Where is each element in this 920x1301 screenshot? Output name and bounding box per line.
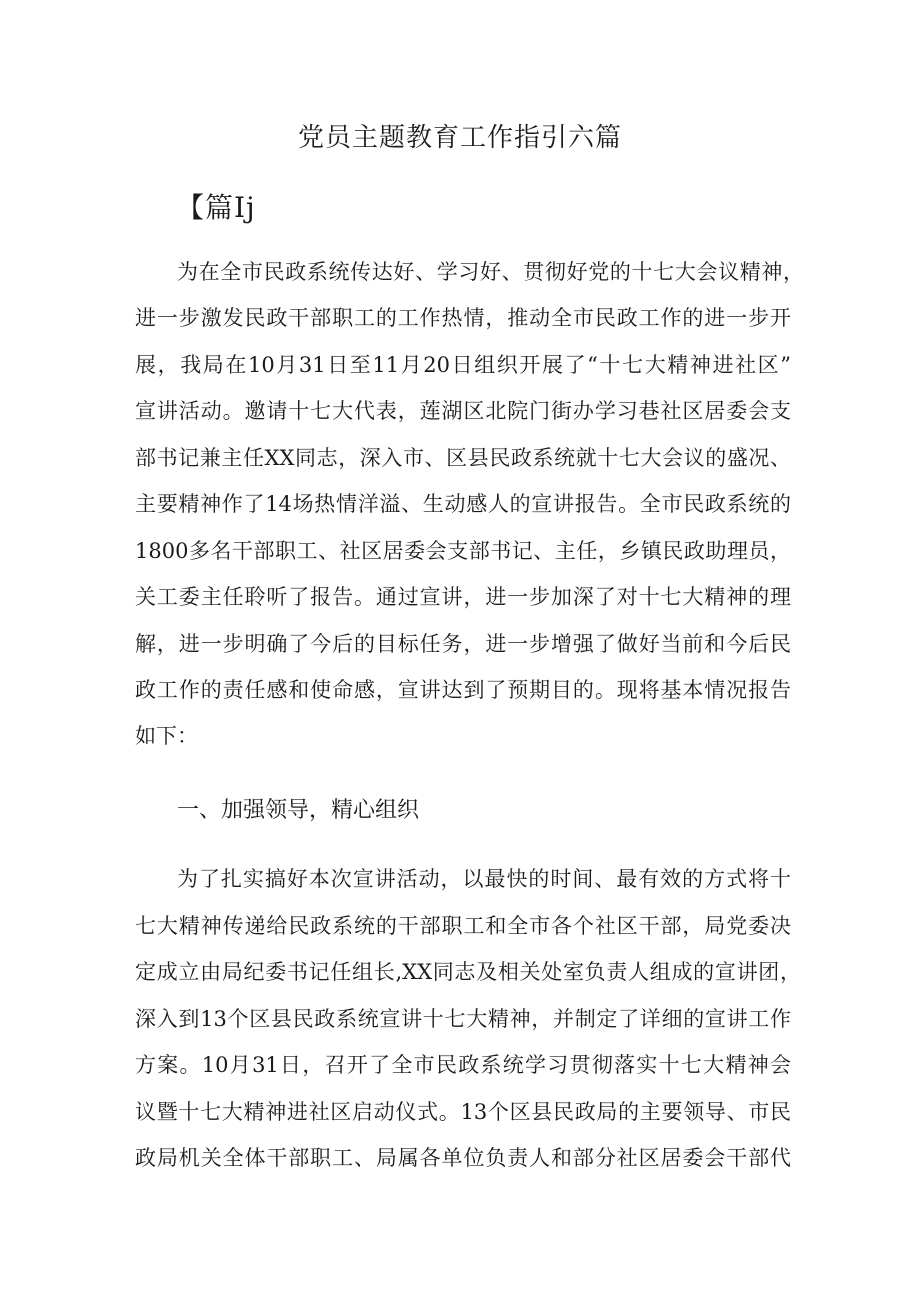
body-line: 主要精神作了14场热情洋溢、生动感人的宣讲报告。全市民政系统的: [135, 492, 791, 516]
body-line: 政工作的责任感和使命感，宣讲达到了预期目的。现将基本情况报告: [135, 678, 791, 702]
body-line: 展，我局在10月31日至11月20日组织开展了“十七大精神进社区”: [135, 353, 791, 377]
body-line: 为了扎实搞好本次宣讲活动，以最快的时间、最有效的方式将十: [177, 867, 791, 891]
body-line: 部书记兼主任XX同志，深入市、区县民政系统就十七大会议的盛况、: [135, 446, 791, 470]
body-line: 进一步激发民政干部职工的工作热情，推动全市民政工作的进一步开: [135, 306, 791, 330]
body-line: 政局机关全体干部职工、局属各单位负责人和部分社区居委会干部代: [135, 1146, 791, 1170]
body-line: 解，进一步明确了今后的目标任务，进一步增强了做好当前和今后民: [135, 632, 791, 656]
body-line: 关工委主任聆听了报告。通过宣讲，进一步加深了对十七大精神的理: [135, 585, 791, 609]
body-line: 1800多名干部职工、社区居委会支部书记、主任，乡镇民政助理员，: [135, 539, 791, 563]
body-line: 深入到13个区县民政系统宣讲十七大精神，并制定了详细的宣讲工作: [135, 1007, 791, 1031]
body-line: 议暨十七大精神进社区启动仪式。13个区县民政局的主要领导、市民: [135, 1100, 791, 1124]
section-label: 【篇Ij: [176, 191, 256, 224]
body-line: 宣讲活动。邀请十七大代表，莲湖区北院门街办学习巷社区居委会支: [135, 399, 791, 423]
document-title: 党员主题教育工作指引六篇: [297, 123, 622, 153]
body-line: 方案。10月31日，召开了全市民政系统学习贯彻落实十七大精神会: [135, 1053, 791, 1077]
body-line: 七大精神传递给民政系统的干部职工和全市各个社区干部，局党委决: [135, 914, 791, 938]
body-line: 定成立由局纪委书记任组长,XX同志及相关处室负责人组成的宣讲团，: [135, 960, 801, 984]
section-heading: 一、加强领导，精心组织: [177, 798, 420, 823]
body-line: 如下：: [135, 724, 198, 748]
body-line: 为在全市民政系统传达好、学习好、贯彻好党的十七大会议精神，: [177, 260, 804, 284]
